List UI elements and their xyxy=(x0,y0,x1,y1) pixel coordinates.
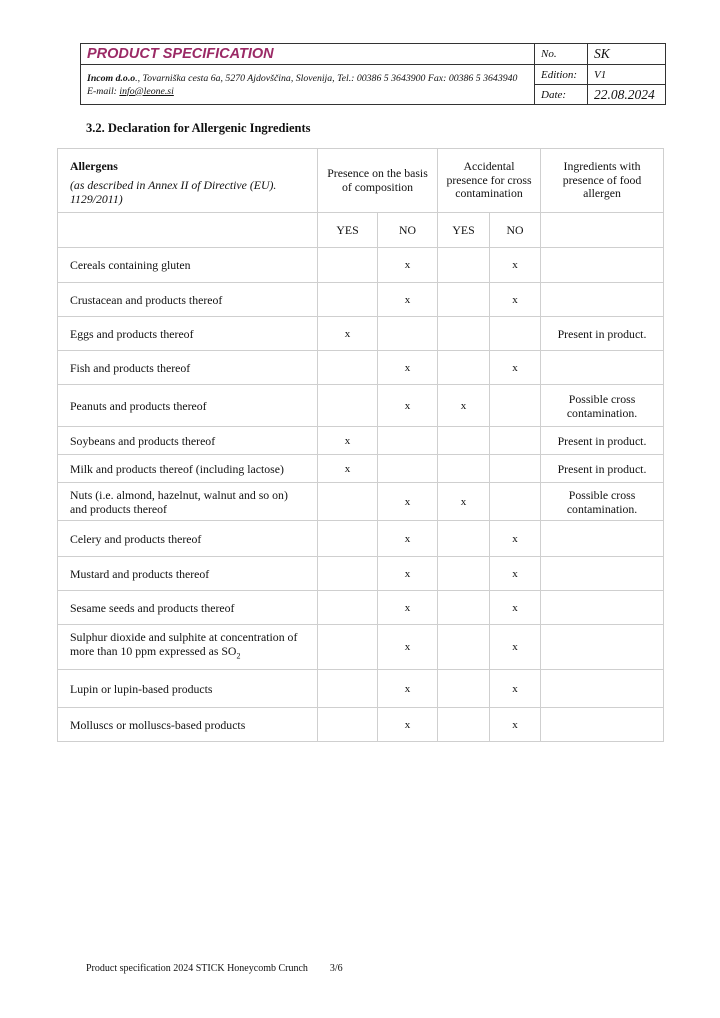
ingredients-cell xyxy=(541,248,664,283)
allergen-row xyxy=(58,670,664,708)
presence-yes-cell xyxy=(318,351,378,385)
no-label: No. xyxy=(535,44,588,65)
no-value: SK xyxy=(588,44,666,65)
ingredients-cell xyxy=(541,557,664,591)
presence-no-cell: x xyxy=(378,708,438,742)
ingredients-cell: Present in product. xyxy=(541,427,664,455)
accidental-no-cell xyxy=(490,483,541,521)
edition-label: Edition: xyxy=(535,65,588,85)
accidental-yes-cell xyxy=(438,455,490,483)
presence-no-cell: x xyxy=(378,625,438,670)
presence-yes-cell: x xyxy=(318,317,378,351)
accidental-no-cell xyxy=(490,427,541,455)
presence-yes-cell: x xyxy=(318,427,378,455)
allergen-name xyxy=(58,670,318,708)
presence-yes-header: YES xyxy=(318,213,378,248)
ingredients-cell: Present in product. xyxy=(541,455,664,483)
presence-no-cell: x xyxy=(378,557,438,591)
allergen-name xyxy=(58,591,318,625)
company-info xyxy=(81,65,535,105)
allergen-name xyxy=(58,625,318,670)
presence-no-cell xyxy=(378,427,438,455)
footer-text: Product specification 2024 STICK Honeycomb Crunch xyxy=(86,963,308,974)
ingredients-cell xyxy=(541,708,664,742)
presence-yes-cell xyxy=(318,521,378,557)
accidental-yes-cell xyxy=(438,351,490,385)
allergen-name-text: Celery and products thereof xyxy=(70,531,202,546)
allergen-name xyxy=(58,455,318,483)
allergen-row xyxy=(58,625,664,670)
spec-header xyxy=(80,43,666,105)
page-number: 3/6 xyxy=(329,963,343,974)
presence-yes-cell xyxy=(318,670,378,708)
presence-no-header: NO xyxy=(378,213,438,248)
accidental-yes-cell xyxy=(438,670,490,708)
company-name: Incom d.o.o xyxy=(87,72,136,84)
allergen-name xyxy=(58,521,318,557)
presence-no-cell: x xyxy=(378,248,438,283)
allergen-row xyxy=(58,351,664,385)
presence-no-cell: x xyxy=(378,521,438,557)
ingredients-cell: Present in product. xyxy=(541,317,664,351)
blank-header-cell xyxy=(541,213,664,248)
accidental-no-cell: x xyxy=(490,557,541,591)
ingredients-cell xyxy=(541,521,664,557)
blank-header-cell xyxy=(58,213,318,248)
allergen-name-text: Sesame seeds and products thereof xyxy=(70,600,235,615)
accidental-yes-cell xyxy=(438,317,490,351)
ingredients-cell: Possible cross contamination. xyxy=(541,483,664,521)
company-email-link[interactable]: info@leone.si xyxy=(119,85,174,97)
accidental-no-cell: x xyxy=(490,670,541,708)
company-details: ., Tovarniška cesta 6a, 5270 Ajdovščina, Slovenija, Tel.: 00386 5 3643900 Fax: 00386 5 3643940 E-mail: xyxy=(87,72,518,97)
allergen-name-text: Molluscs or molluscs-based products xyxy=(70,717,246,732)
accidental-no-cell: x xyxy=(490,521,541,557)
allergen-name-text: Peanuts and products thereof xyxy=(70,398,207,413)
allergen-name-text: Milk and products thereof (including lactose) xyxy=(70,461,284,476)
accidental-yes-cell xyxy=(438,557,490,591)
accidental-no-cell xyxy=(490,317,541,351)
allergen-name-text: Soybeans and products thereof xyxy=(70,433,216,448)
presence-header: Presence on the basis of composition xyxy=(318,149,438,213)
accidental-no-cell xyxy=(490,385,541,427)
accidental-yes-cell xyxy=(438,591,490,625)
allergen-row xyxy=(58,385,664,427)
presence-no-cell xyxy=(378,317,438,351)
allergen-row xyxy=(58,557,664,591)
ingredients-header: Ingredients with presence of food allergen xyxy=(541,149,664,213)
accidental-yes-cell xyxy=(438,248,490,283)
allergens-header xyxy=(58,149,318,213)
presence-yes-cell: x xyxy=(318,455,378,483)
ingredients-cell xyxy=(541,670,664,708)
accidental-no-cell: x xyxy=(490,248,541,283)
allergen-name xyxy=(58,483,318,521)
document-title: PRODUCT SPECIFICATION xyxy=(81,44,535,65)
accidental-no-header: NO xyxy=(490,213,541,248)
allergen-table xyxy=(57,148,664,742)
allergen-row xyxy=(58,455,664,483)
presence-no-cell: x xyxy=(378,283,438,317)
presence-no-cell: x xyxy=(378,483,438,521)
date-value: 22.08.2024 xyxy=(588,85,666,105)
ingredients-cell: Possible cross contamination. xyxy=(541,385,664,427)
accidental-yes-cell: x xyxy=(438,385,490,427)
allergen-name-text: Mustard and products thereof xyxy=(70,566,210,581)
allergen-name-subscript: 2 xyxy=(236,651,241,661)
presence-no-cell: x xyxy=(378,670,438,708)
ingredients-cell xyxy=(541,591,664,625)
presence-no-cell xyxy=(378,455,438,483)
accidental-no-cell: x xyxy=(490,625,541,670)
presence-yes-cell xyxy=(318,248,378,283)
presence-yes-cell xyxy=(318,283,378,317)
allergen-row xyxy=(58,483,664,521)
allergen-name xyxy=(58,385,318,427)
allergen-row xyxy=(58,591,664,625)
presence-no-cell: x xyxy=(378,351,438,385)
edition-value: V1 xyxy=(588,65,666,85)
allergen-name xyxy=(58,317,318,351)
section-title: 3.2. Declaration for Allergenic Ingredients xyxy=(86,121,311,135)
allergen-name-text: Fish and products thereof xyxy=(70,360,191,375)
accidental-no-cell xyxy=(490,455,541,483)
allergen-name xyxy=(58,427,318,455)
allergen-row xyxy=(58,317,664,351)
page-footer xyxy=(86,963,343,974)
allergen-name-text: Crustacean and products thereof xyxy=(70,292,223,307)
allergen-row xyxy=(58,521,664,557)
accidental-yes-cell xyxy=(438,427,490,455)
allergen-name xyxy=(58,283,318,317)
allergen-name-text: Nuts (i.e. almond, hazelnut, walnut and so on) and products thereof xyxy=(70,487,288,516)
allergen-row xyxy=(58,427,664,455)
presence-yes-cell xyxy=(318,708,378,742)
accidental-no-cell: x xyxy=(490,351,541,385)
allergen-name xyxy=(58,708,318,742)
allergen-name-text: Sulphur dioxide and sulphite at concentration of more than 10 ppm expressed as SO xyxy=(70,630,298,659)
allergen-name-text: Lupin or lupin-based products xyxy=(70,681,213,696)
allergen-name xyxy=(58,351,318,385)
presence-no-cell: x xyxy=(378,591,438,625)
allergen-name xyxy=(58,557,318,591)
accidental-yes-header: YES xyxy=(438,213,490,248)
date-label: Date: xyxy=(535,85,588,105)
allergen-name-text: Cereals containing gluten xyxy=(70,258,191,272)
presence-no-cell: x xyxy=(378,385,438,427)
accidental-yes-cell xyxy=(438,283,490,317)
allergens-subtitle: (as described in Annex II of Directive (EU). 1129/2011) xyxy=(70,178,277,206)
accidental-header: Accidental presence for cross contamination xyxy=(438,149,541,213)
accidental-yes-cell: x xyxy=(438,483,490,521)
accidental-no-cell: x xyxy=(490,591,541,625)
ingredients-cell xyxy=(541,351,664,385)
presence-yes-cell xyxy=(318,625,378,670)
ingredients-cell xyxy=(541,625,664,670)
presence-yes-cell xyxy=(318,385,378,427)
presence-yes-cell xyxy=(318,591,378,625)
accidental-yes-cell xyxy=(438,708,490,742)
allergen-name-text: Eggs and products thereof xyxy=(70,326,194,341)
allergen-row xyxy=(58,248,664,283)
allergens-title: Allergens xyxy=(70,159,118,173)
accidental-yes-cell xyxy=(438,625,490,670)
accidental-no-cell: x xyxy=(490,283,541,317)
accidental-yes-cell xyxy=(438,521,490,557)
presence-yes-cell xyxy=(318,557,378,591)
allergen-row xyxy=(58,283,664,317)
allergen-name xyxy=(58,248,318,283)
accidental-no-cell: x xyxy=(490,708,541,742)
ingredients-cell xyxy=(541,283,664,317)
allergen-row xyxy=(58,708,664,742)
presence-yes-cell xyxy=(318,483,378,521)
